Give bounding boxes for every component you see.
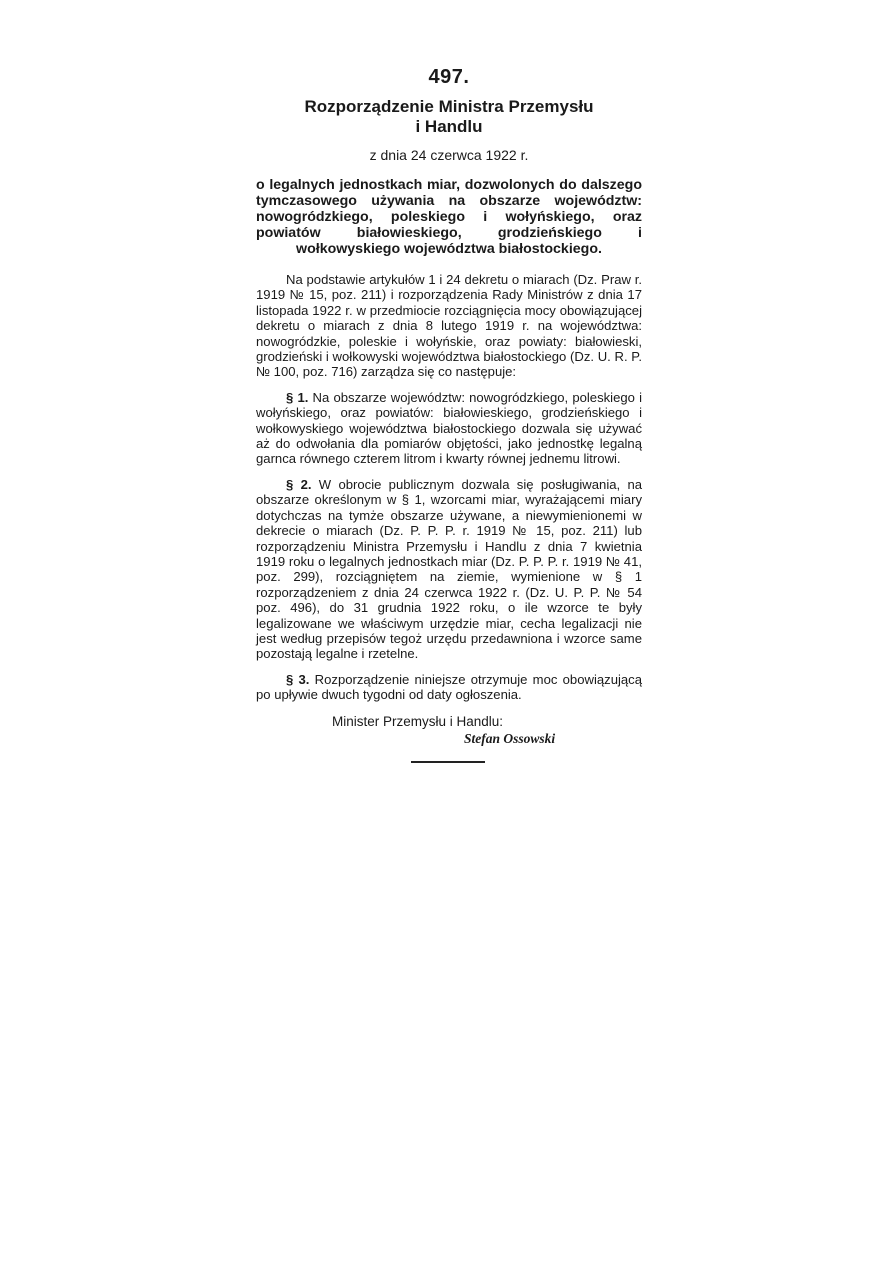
- signature-block: [256, 713, 642, 747]
- closing-rule: [411, 761, 485, 763]
- document-date: z dnia 24 czerwca 1922 r.: [369, 147, 529, 163]
- section-3: [256, 672, 642, 703]
- section-3-text: Rozporządzenie niniejsze otrzymuje moc obowiązującą po upływie dwuch tygodni od daty ogłoszenia.: [256, 671, 642, 703]
- title-line-1: Rozporządzenie Ministra Przemysłu: [304, 97, 594, 116]
- title-line-2: i Handlu: [415, 117, 483, 136]
- section-1-text: Na obszarze województw: nowogródzkiego, poleskiego i wołyńskiego, oraz powiatów: białowieskiego, grodzieńskiego i wołkowyskiego województwa białostockiego dozwala się używać aż do odwołania dla pomiarów objętości, jako jednostkę legalną garnca równego czterem litrom i kwarty równej jednemu litrowi.: [256, 389, 642, 467]
- document-title: [256, 97, 642, 137]
- preamble-paragraph: Na podstawie artykułów 1 i 24 dekretu o miarach (Dz. Praw r. 1919 № 15, poz. 211) i rozporządzenia Rady Ministrów z dnia 17 listopada 1922 r. w przedmiocie rozciągnięcia mocy obowiązującej dekretu o miarach z dnia 8 lutego 1919 r. na województwa: nowogródzkie, poleskie i wołyńskie, oraz powiaty: białowieski, grodzieński i wołkowyski województwa białostockiego (Dz. U. R. P. № 100, poz. 716) zarządza się co następuje:: [256, 272, 642, 380]
- section-3-label: § 3.: [286, 671, 310, 687]
- document-page: [256, 66, 642, 763]
- section-1-label: § 1.: [286, 389, 309, 405]
- section-2-label: § 2.: [286, 476, 312, 492]
- section-2-text: W obrocie publicznym dozwala się posługiwania, na obszarze określonym w § 1, wzorcami miar, wyrażającemi miary dotychczas na tymże obszarze używane, a niewymienionemi w dekrecie o miarach (Dz. P. P. P. r. 1919 № 15, poz. 211) lub rozporządzeniu Ministra Przemysłu i Handlu z dnia 7 kwietnia 1919 roku o legalnych jednostkach miar (Dz. P. P. P. r. 1919 № 41, poz. 299), rozciągniętem na ziemie, wymienione w § 1 rozporządzeniem z dnia 24 czerwca 1922 r. (Dz. U. P. P. № 54 poz. 496), do 31 grudnia 1922 roku, o ile wzorce te były legalizowane we właściwym urzędzie miar, cecha legalizacji nie jest według przepisów tegoż urzędu przedawniona i wzorce same pozostają legalne i rzetelne.: [256, 476, 643, 662]
- section-2: [256, 477, 642, 662]
- section-1: [256, 390, 642, 467]
- document-subject: o legalnych jednostkach miar, dozwolonych do dalszego tymczasowego używania na obszarze województw: nowogródzkiego, poleskiego i wołyńskiego, oraz powiatów białowieskiego, grodzieńskiego i wołkowyskiego województwa białostockiego.: [256, 177, 642, 257]
- signature-name: Stefan Ossowski: [464, 730, 556, 746]
- document-number: 497.: [428, 66, 470, 88]
- signature-title: Minister Przemysłu i Handlu:: [332, 713, 504, 729]
